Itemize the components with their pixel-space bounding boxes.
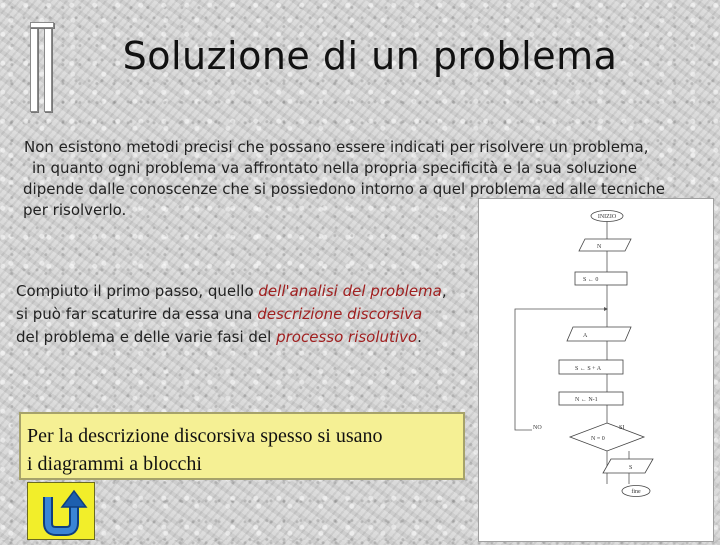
flowchart-input-a	[567, 327, 631, 341]
note-line-1: Per la descrizione discorsiva spesso si usano	[27, 425, 383, 447]
slide-title: Soluzione di un problema	[122, 34, 618, 78]
flowchart-decrement-label: N ← N-1	[575, 397, 598, 403]
flowchart-assign-s-label: S ← 0	[583, 277, 599, 283]
flowchart-start-label: INIZIO	[597, 214, 617, 220]
back-button[interactable]	[27, 482, 95, 540]
flowchart-decision-label: N = 0	[591, 436, 605, 442]
analysis-line-3-end: .	[417, 328, 422, 346]
flowchart-decision	[570, 423, 644, 451]
analysis-highlight-2: descrizione discorsiva	[257, 305, 423, 323]
intro-line-3: dipende dalle conoscenze che si possiedono intorno a quel problema ed alle tecniche	[23, 180, 665, 198]
intro-line-4: per risolverlo.	[23, 201, 127, 219]
analysis-line-1	[16, 280, 486, 303]
corner-bracket-horizontal	[30, 22, 54, 28]
analysis-line-2	[16, 303, 486, 326]
flowchart-input-a-label: A	[583, 333, 588, 339]
analysis-line-3-text: del problema e delle varie fasi del	[16, 328, 277, 346]
flowchart-output-label: S	[629, 465, 633, 471]
analysis-line-1-text: Compiuto il primo passo, quello	[16, 282, 259, 300]
note-box	[19, 412, 465, 480]
flowchart-end-label: fine	[631, 489, 641, 495]
flowchart-input-n-label: N	[597, 244, 602, 250]
intro-line-1: Non esistono metodi precisi che possano essere indicati per risolvere un problema,	[24, 138, 649, 156]
analysis-line-2-text: si può far scaturire da essa una	[16, 305, 258, 323]
note-line-2: i diagrammi a blocchi	[27, 453, 202, 475]
analysis-paragraph	[16, 280, 486, 349]
u-turn-arrow-icon	[28, 483, 94, 539]
flowchart-image	[478, 198, 714, 542]
flowchart-yes-label: SI	[619, 425, 625, 431]
flowchart-input-n	[579, 239, 631, 251]
flowchart-output	[603, 459, 653, 473]
intro-line-2: in quanto ogni problema va affrontato nella propria specificità e la sua soluzione	[32, 159, 638, 177]
flowchart-sum-label: S ← S + A	[575, 366, 602, 372]
flowchart-no-label: NO	[533, 425, 542, 431]
flowchart-diagram	[479, 199, 713, 541]
analysis-highlight-1: dell'analisi del problema	[258, 282, 442, 300]
analysis-line-1-end: ,	[441, 282, 447, 300]
analysis-line-3	[16, 326, 486, 349]
analysis-highlight-3: processo risolutivo	[276, 328, 418, 346]
